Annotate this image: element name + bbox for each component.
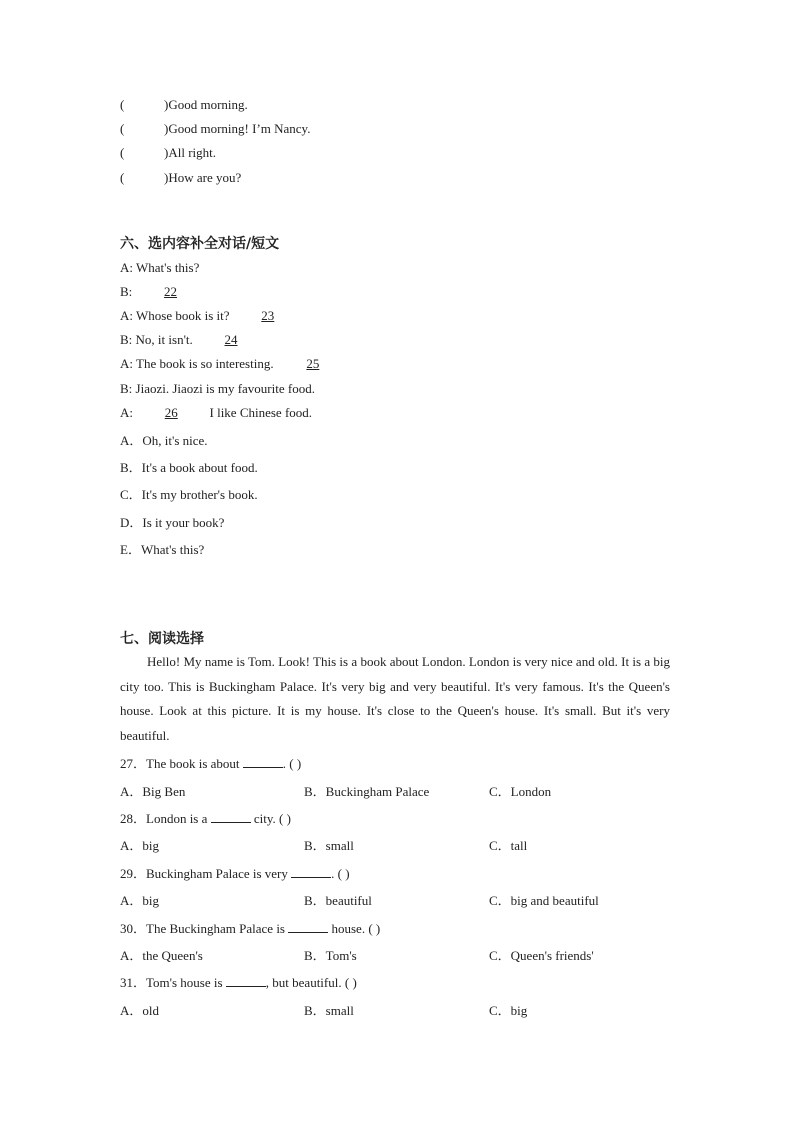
dialogue-line: A: The book is so interesting. 25 <box>120 356 349 372</box>
choice-c[interactable]: C．big and beautiful <box>489 893 599 908</box>
answer-blank[interactable]: 22 <box>164 284 178 299</box>
dialogue-line: B: 22 <box>120 284 206 300</box>
choice-b[interactable]: B．Tom's <box>304 948 357 963</box>
ordering-text: All right. <box>168 145 217 160</box>
reading-passage: Hello! My name is Tom. Look! This is a book about London. London is very nice and old. It is a big city too. This is Buckingham Palace. It's very big and very beautiful. It's very famous. It's the Queen's house. Look at this picture. It is my house. It's close to the Queen's house. It's small. But it's very beautiful. <box>120 654 670 743</box>
ordering-text: How are you? <box>168 170 242 185</box>
question: 29．Buckingham Palace is very . ( ) <box>120 866 350 881</box>
choice-a[interactable]: A．Big Ben <box>120 784 186 799</box>
ordering-item: ( )How are you? <box>120 170 242 185</box>
ordering-item: ( )Good morning. <box>120 97 248 112</box>
answer-blank[interactable]: 23 <box>261 308 275 323</box>
dialogue-line: B: Jiaozi. Jiaozi is my favourite food. <box>120 381 315 396</box>
option-item: B．It's a book about food. <box>120 460 258 475</box>
answer-blank[interactable]: 26 <box>164 405 178 420</box>
choice-b[interactable]: B．Buckingham Palace <box>304 784 430 799</box>
option-item: C．It's my brother's book. <box>120 487 258 502</box>
choice-b[interactable]: B．beautiful <box>304 893 372 908</box>
choice-a[interactable]: A．big <box>120 893 160 908</box>
question: 30．The Buckingham Palace is house. ( ) <box>120 921 381 936</box>
question: 28．London is a city. ( ) <box>120 811 291 826</box>
choice-a[interactable]: A．the Queen's <box>120 948 203 963</box>
answer-paren[interactable]: ( <box>120 170 125 185</box>
answer-blank[interactable] <box>288 920 328 933</box>
choice-a[interactable]: A．big <box>120 838 160 853</box>
section-title: 七、阅读选择 <box>120 631 204 647</box>
option-item: D．Is it your book? <box>120 515 225 530</box>
answer-blank[interactable] <box>211 810 251 823</box>
dialogue-line: A: 26 I like Chinese food. <box>120 405 313 420</box>
choice-c[interactable]: C．big <box>489 1003 528 1018</box>
ordering-text: Good morning! I’m Nancy. <box>168 121 311 136</box>
choice-c[interactable]: C．London <box>489 784 552 799</box>
answer-blank[interactable] <box>226 974 266 987</box>
choice-b[interactable]: B．small <box>304 1003 354 1018</box>
ordering-item: ( )All right. <box>120 145 217 160</box>
dialogue-line: A: What's this? <box>120 260 200 275</box>
answer-paren[interactable]: ( <box>120 97 125 112</box>
answer-blank[interactable] <box>291 865 331 878</box>
choice-b[interactable]: B．small <box>304 838 354 853</box>
ordering-item: ( )Good morning! I’m Nancy. <box>120 121 311 136</box>
dialogue-line: A: Whose book is it? 23 <box>120 308 303 324</box>
choice-a[interactable]: A．old <box>120 1003 160 1018</box>
answer-paren[interactable]: ( <box>120 121 125 136</box>
answer-blank[interactable] <box>243 755 283 768</box>
ordering-text: Good morning. <box>168 97 248 112</box>
answer-blank[interactable]: 25 <box>306 356 320 371</box>
option-item: A．Oh, it's nice. <box>120 433 208 448</box>
question: 31．Tom's house is , but beautiful. ( ) <box>120 975 357 990</box>
choice-c[interactable]: C．tall <box>489 838 528 853</box>
option-item: E．What's this? <box>120 542 205 557</box>
choice-c[interactable]: C．Queen's friends' <box>489 948 594 963</box>
answer-paren[interactable]: ( <box>120 145 125 160</box>
answer-blank[interactable]: 24 <box>224 332 238 347</box>
dialogue-line: B: No, it isn't. 24 <box>120 332 266 348</box>
section-title: 六、选内容补全对话/短文 <box>120 236 280 252</box>
question: 27．The book is about . ( ) <box>120 756 302 771</box>
